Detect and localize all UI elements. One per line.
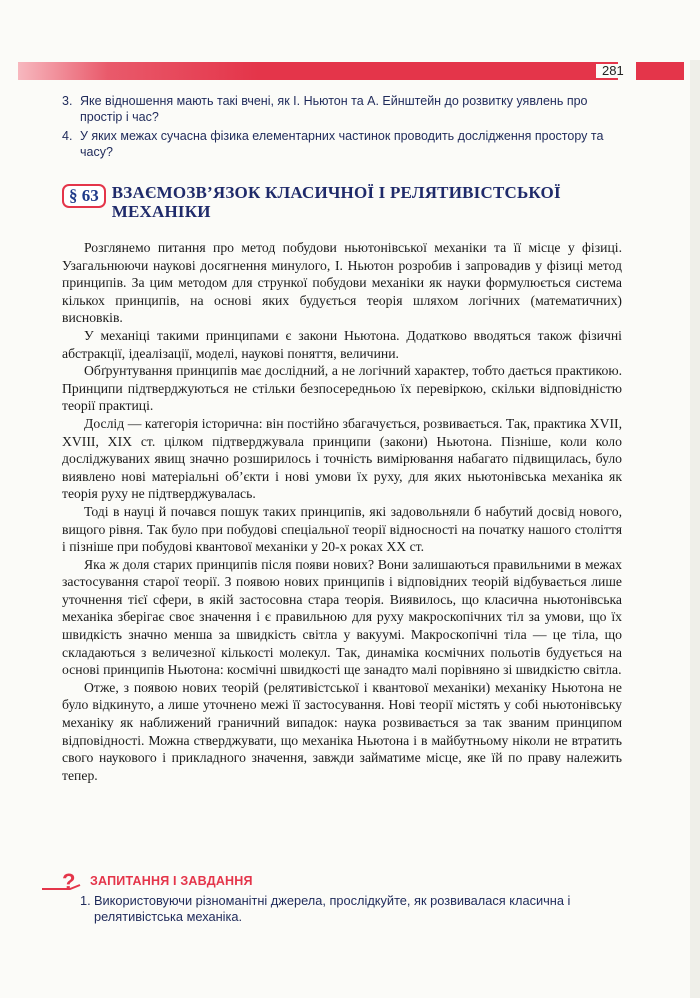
paragraph: Розглянемо питання про метод побудови ньютонівської механіки та її місце у фізиці. Узагальнюючи наукові досягнення минулого, І. Ньютон розробив і запровадив у фізиці метод принципів. За цим методом для стрункої побудови механіки як науки формулюється система кількох принципів, на основі яких будується теорія шляхом логічних (математичних) висновків.: [62, 240, 622, 326]
paragraph: Тоді в науці й почався пошук таких принципів, які задовольняли б набутий досвід нового, вищого рівня. Так було при побудові спеціальної теорії відносності на початку нашого століття і пізніше при побудові квантової механіки у 20-х роках XX ст.: [62, 503, 622, 555]
task-text: Використовуючи різноманітні джерела, прослідкуйте, як розвивалася класична і релятивістська механіка.: [94, 893, 571, 924]
tasks-list: [80, 893, 625, 928]
question-text: У яких межах сучасна фізика елементарних частинок проводить дослідження простору та часу?: [80, 129, 604, 159]
header-red-bar-end: [636, 62, 684, 80]
question-text: Яке відношення мають такі вчені, як І. Ньютон та А. Ейнштейн до розвитку уявлень про простір і час?: [80, 94, 588, 124]
section-heading: [62, 183, 622, 221]
list-item: [80, 893, 625, 925]
tasks-heading: [40, 869, 253, 893]
page-number: 281: [596, 64, 630, 78]
section-body: [62, 239, 622, 784]
paragraph: Дослід — категорія історична: він постійно збагачується, розвивається. Так, практика XVII, XVIII, XIX ст. цілком підтверджувала принципи (закони) Ньютона. Пізніше, коли коло досліджуваних явищ значно розширилось і точність вимірювання набагато підвищилась, було виявлено нові матеріальні об’єкти і нові умови їх руху, для яких ньютонівська механіка як теорія руху не підтверджувалась.: [62, 415, 622, 502]
section-number-badge: § 63: [62, 184, 106, 208]
header-red-bar: [18, 62, 618, 80]
task-number: 1.: [80, 893, 91, 908]
paragraph: У механіці такими принципами є закони Ньютона. Додатково вводяться також фізичні абстракції, ідеалізації, моделі, наукові поняття, величини.: [62, 327, 622, 361]
paragraph: Отже, з появою нових теорій (релятивістської і квантової механіки) механіку Ньютона не було відкинуто, а лише уточнено межі її застосування. Нові теорії містять у собі ньютонівську механіку як наближений граничний випадок: наука розвивається за так званим принципом відповідності. Можна стверджувати, що механіка Ньютона і в майбутньому ніколи не втратить свого наукового і прикладного значення, завжди займатиме місце, яке їй по праву належить тепер.: [62, 679, 622, 783]
svg-text:?: ?: [62, 869, 76, 893]
section-title: ВЗАЄМОЗВ’ЯЗОК КЛАСИЧНОЇ І РЕЛЯТИВІСТСЬКОЇ МЕХАНІКИ: [111, 183, 561, 221]
question-mark-icon: [40, 869, 86, 893]
list-item: [62, 93, 622, 125]
paragraph: Обґрунтування принципів має дослідний, а не логічний характер, тобто дається практикою. Принципи підтверджуються не стільки безпосередньою їх перевіркою, скільки відповідністю теорії практиці.: [62, 363, 622, 414]
tasks-title: ЗАПИТАННЯ І ЗАВДАННЯ: [90, 874, 253, 888]
page-edge: [690, 60, 700, 998]
paragraph: Яка ж доля старих принципів після появи нових? Вони залишаються правильними в межах застосування старої теорії. З появою нових принципів і відповідних теорій відбувається лише уточнення тієї сфери, в якій застосовна стара теорія. Виявилось, що класична ньютонівська механіка зберігає своє значення і є правильною для руху макроскопічних тіл за умови, що їх швидкість значно менша за швидкість світла у вакуумі. Макроскопічні тіла — це тіла, що складаються з величезної кількості молекул. Так, динаміка космічних польотів будується на основі принципів Ньютона: космічні швидкості ще занадто малі порівняно зі швидкістю світла.: [62, 556, 622, 678]
list-item: [62, 128, 622, 160]
question-number: 3.: [62, 94, 73, 108]
question-number: 4.: [62, 129, 73, 143]
previous-questions: [62, 93, 622, 163]
